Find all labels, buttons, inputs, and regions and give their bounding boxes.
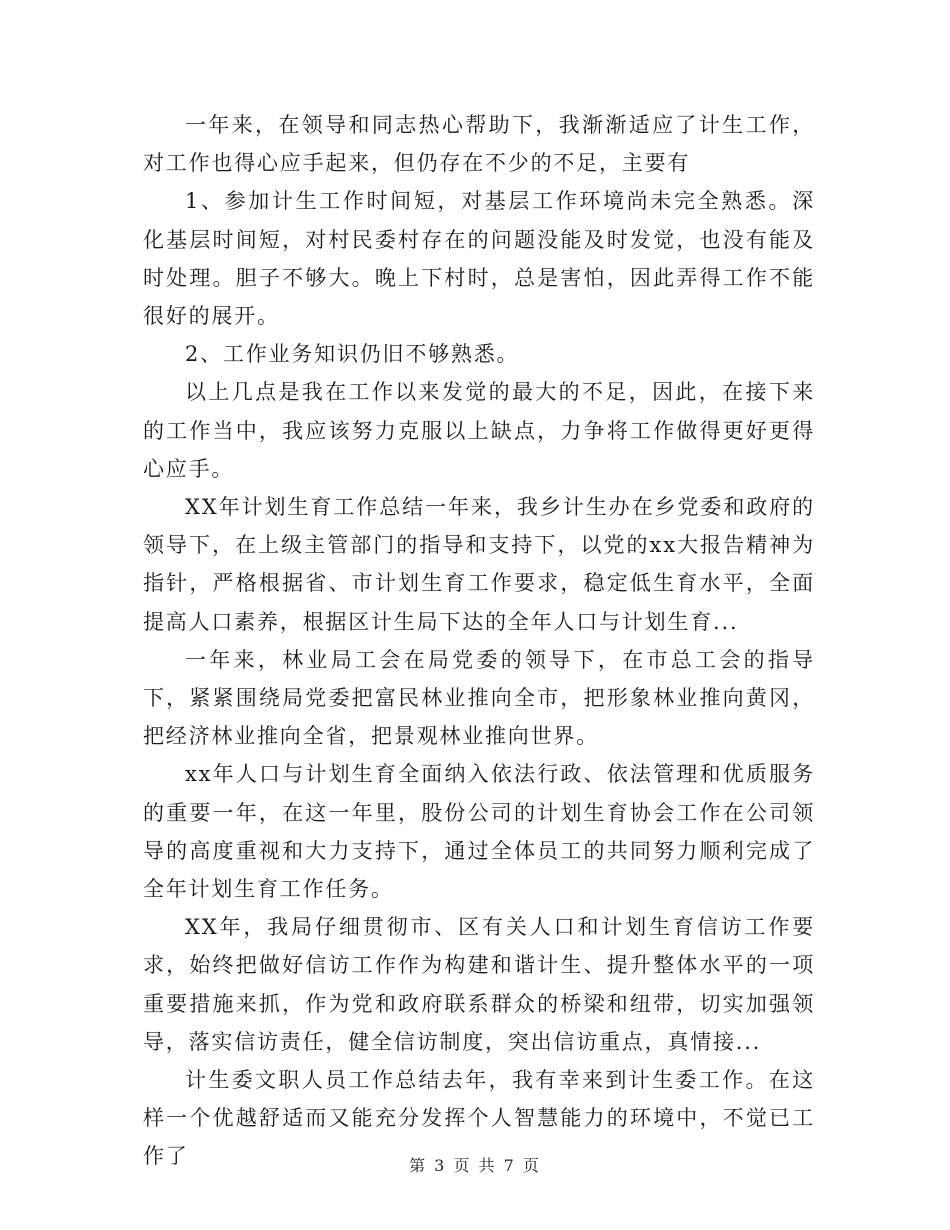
- paragraph-2: 1、参加计生工作时间短，对基层工作环境尚未完全熟悉。深化基层时间短，对村民委村存在的问题没能及时发觉，也没有能及时处理。胆子不够大。晚上下村时，总是害怕，因此弄得工作不能很好的展开。: [143, 189, 815, 329]
- paragraph-3: 2、工作业务知识仍旧不够熟悉。: [185, 342, 520, 367]
- paragraph-6: 一年来，林业局工会在局党委的领导下，在市总工会的指导下，紧紧围绕局党委把富民林业推向全市，把形象林业推向黄冈，把经济林业推向全省，把景观林业推向世界。: [143, 647, 815, 749]
- paragraph-5: XX年计划生育工作总结一年来，我乡计生办在乡党委和政府的领导下，在上级主管部门的指导和支持下，以党的xx大报告精神为指针，严格根据省、市计划生育工作要求，稳定低生育水平，全面提高人口素养，根据区计生局下达的全年人口与计划生育...: [143, 495, 815, 634]
- paragraph-8: XX年，我局仔细贯彻市、区有关人口和计划生育信访工作要求，始终把做好信访工作作为构建和谐计生、提升整体水平的一项重要措施来抓，作为党和政府联系群众的桥梁和纽带，切实加强领导，落实信访责任，健全信访制度，突出信访重点，真情接...: [143, 915, 815, 1054]
- paragraph-4: 以上几点是我在工作以来发觉的最大的不足，因此，在接下来的工作当中，我应该努力克服以上缺点，力争将工作做得更好更得心应手。: [143, 380, 815, 481]
- page-number-footer: 第 3 页 共 7 页: [409, 1156, 541, 1175]
- paragraph-7: xx年人口与计划生育全面纳入依法行政、依法管理和优质服务的重要一年，在这一年里，股份公司的计划生育协会工作在公司领导的高度重视和大力支持下，通过全体员工的共同努力顺利完成了全年计划生育工作任务。: [143, 762, 815, 902]
- paragraph-9: 计生委文职人员工作总结去年，我有幸来到计生委工作。在这样一个优越舒适而又能充分发挥个人智慧能力的环境中，不觉已工作了: [143, 1068, 815, 1169]
- document-body: [143, 106, 815, 1176]
- paragraph-1: 一年来，在领导和同志热心帮助下，我渐渐适应了计生工作，对工作也得心应手起来，但仍存在不少的不足，主要有: [143, 113, 815, 176]
